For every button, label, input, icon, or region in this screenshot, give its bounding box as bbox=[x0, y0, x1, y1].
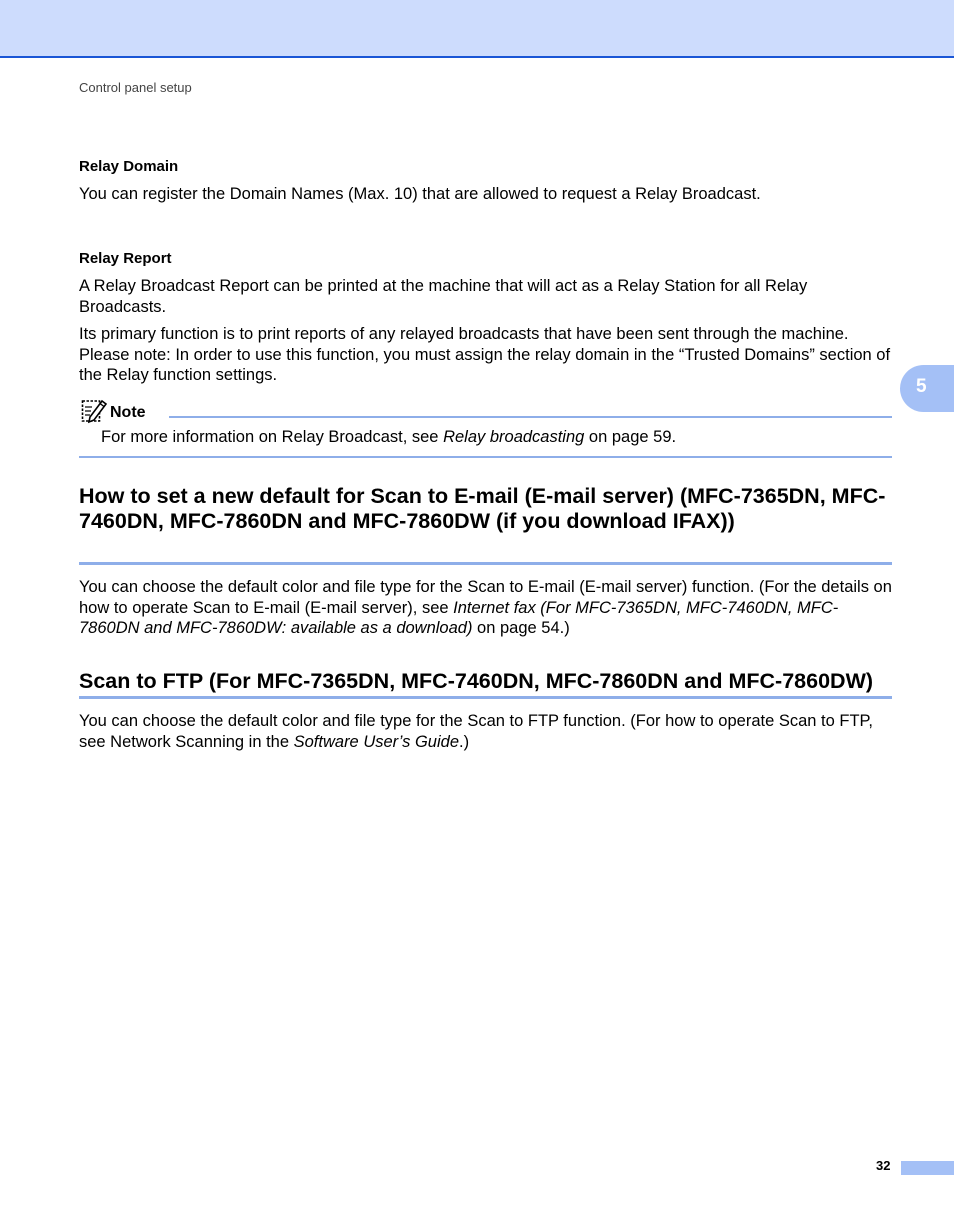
scan-email-section-title: How to set a new default for Scan to E-mail (E-mail server) (MFC-7365DN, MFC-7460DN, MFC-7860DN and MFC-7860DW (if you download IFAX)) bbox=[79, 484, 886, 533]
scan-ftp-body-after: .) bbox=[459, 732, 470, 751]
scan-ftp-title-rule bbox=[79, 696, 892, 699]
page-number-tab bbox=[901, 1161, 954, 1175]
note-text bbox=[101, 427, 676, 448]
relay-domain-body: You can register the Domain Names (Max. 10) that are allowed to request a Relay Broadcast. bbox=[79, 185, 761, 203]
relay-report-para2: Its primary function is to print reports of any relayed broadcasts that have been sent through the machine. Please note: In order to use this function, you must assign the relay domain in the “Trusted Domains” section of the Relay function settings. bbox=[79, 325, 891, 384]
note-bottom-rule bbox=[79, 456, 892, 458]
scan-ftp-section-title: Scan to FTP (For MFC-7365DN, MFC-7460DN, MFC-7860DN and MFC-7860DW) bbox=[79, 669, 874, 693]
scan-email-body bbox=[79, 577, 892, 639]
scan-email-body-before: You can choose the default color and file type for the Scan to E-mail (E-mail server) function. (For the details on how to operate Scan to E-mail (E-mail server), see bbox=[79, 578, 892, 617]
running-title: Control panel setup bbox=[79, 80, 192, 95]
scan-email-title-rule bbox=[79, 562, 892, 565]
note-link-relay-broadcasting: Relay broadcasting bbox=[443, 428, 585, 446]
note-header bbox=[79, 396, 892, 424]
note-text-after: on page 59. bbox=[584, 428, 677, 446]
scan-email-link-internet-fax: Internet fax (For MFC-7365DN, MFC-7460DN, MFC-7860DN and MFC-7860DW: available as a download) bbox=[79, 598, 839, 637]
note-text-before: For more information on Relay Broadcast, see bbox=[101, 428, 444, 446]
scan-ftp-link-software-guide: Software User’s Guide bbox=[293, 732, 460, 751]
note-label: Note bbox=[110, 404, 146, 421]
scan-ftp-body-before: You can choose the default color and file type for the Scan to FTP function. (For how to operate Scan to FTP, see Network Scanning in the bbox=[79, 712, 873, 751]
relay-report-heading: Relay Report bbox=[79, 250, 172, 267]
note-pencil-icon bbox=[81, 398, 107, 424]
page-number: 32 bbox=[876, 1158, 891, 1173]
note-top-rule bbox=[169, 416, 892, 418]
relay-report-para1: A Relay Broadcast Report can be printed at the machine that will act as a Relay Station for all Relay Broadcasts. bbox=[79, 277, 808, 316]
scan-email-body-after: on page 54.) bbox=[472, 619, 570, 637]
header-band bbox=[0, 0, 954, 58]
scan-ftp-body bbox=[79, 711, 892, 752]
chapter-number: 5 bbox=[916, 376, 927, 397]
chapter-tab bbox=[900, 365, 954, 412]
relay-domain-heading: Relay Domain bbox=[79, 158, 179, 175]
